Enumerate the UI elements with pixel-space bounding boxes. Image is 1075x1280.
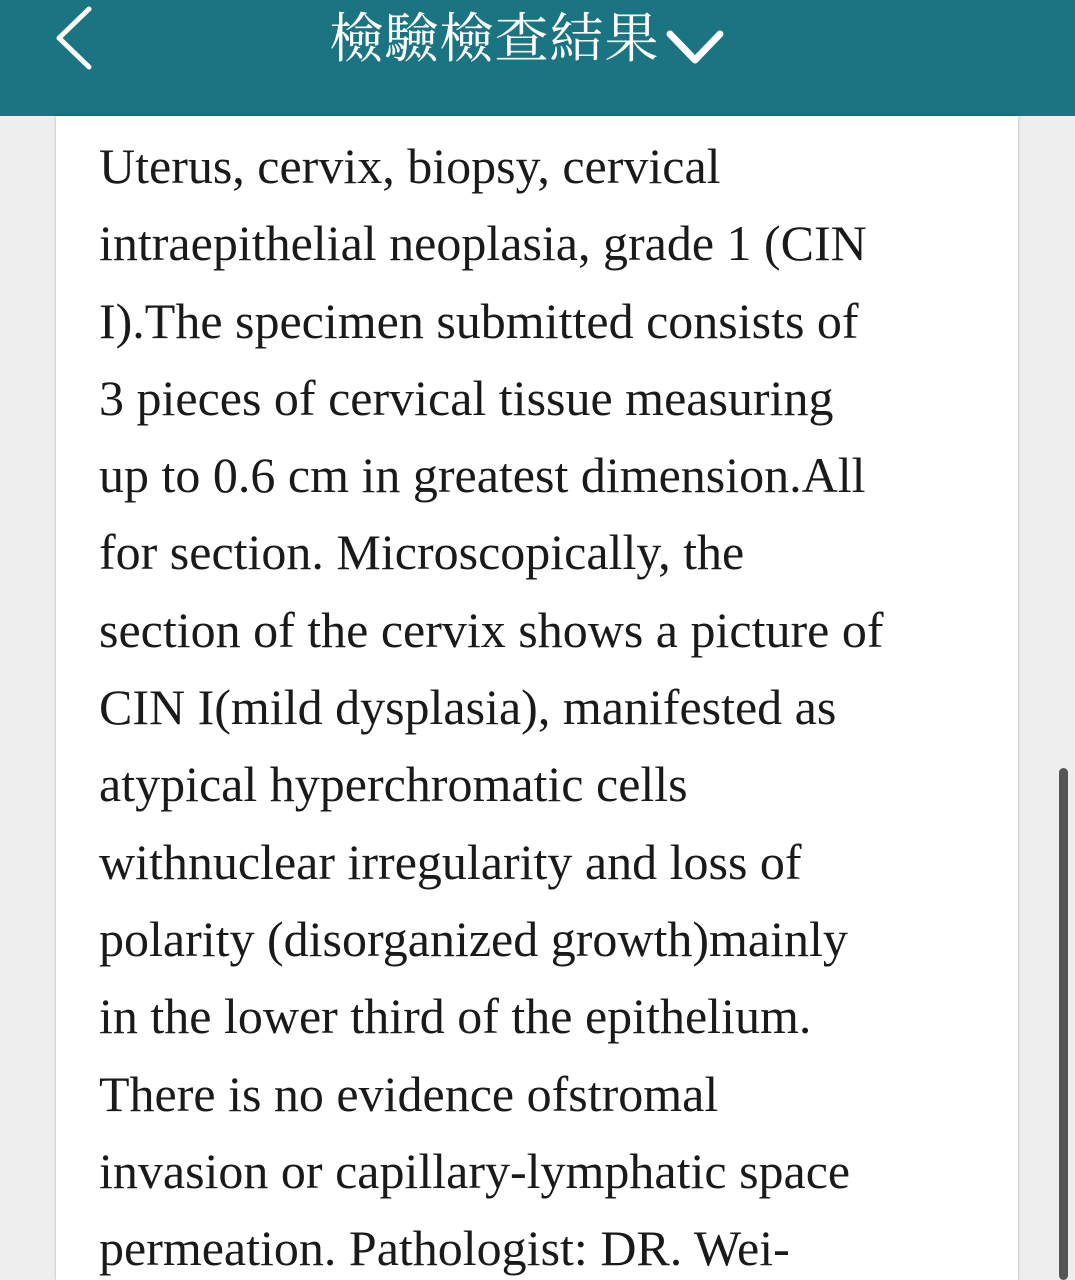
chevron-down-icon	[664, 26, 726, 66]
scrollbar[interactable]	[1059, 768, 1068, 1280]
app-header	[0, 0, 1075, 116]
page-title: 檢驗檢查結果	[329, 7, 660, 70]
report-text: Uterus, cervix, biopsy, cervical intraepithelial neoplasia, grade 1 (CIN I).The specimen submitted consists of 3 pieces of cervical tissue measuring up to 0.6 cm in greatest dimension.All for section. Microscopically, the section of the cervix shows a picture of CIN I(mild dysplasia), manifested as atypical hyperchromatic cells withnuclear irregularity and loss of polarity (disorganized growth)mainly in the lower third of the epithelium. There is no evidence ofstromal invasion or capillary-lymphatic space permeation. Pathologist: DR. Wei-	[99, 138, 884, 1277]
title-dropdown[interactable]	[0, 0, 1075, 78]
report-panel[interactable]	[56, 116, 1018, 1280]
